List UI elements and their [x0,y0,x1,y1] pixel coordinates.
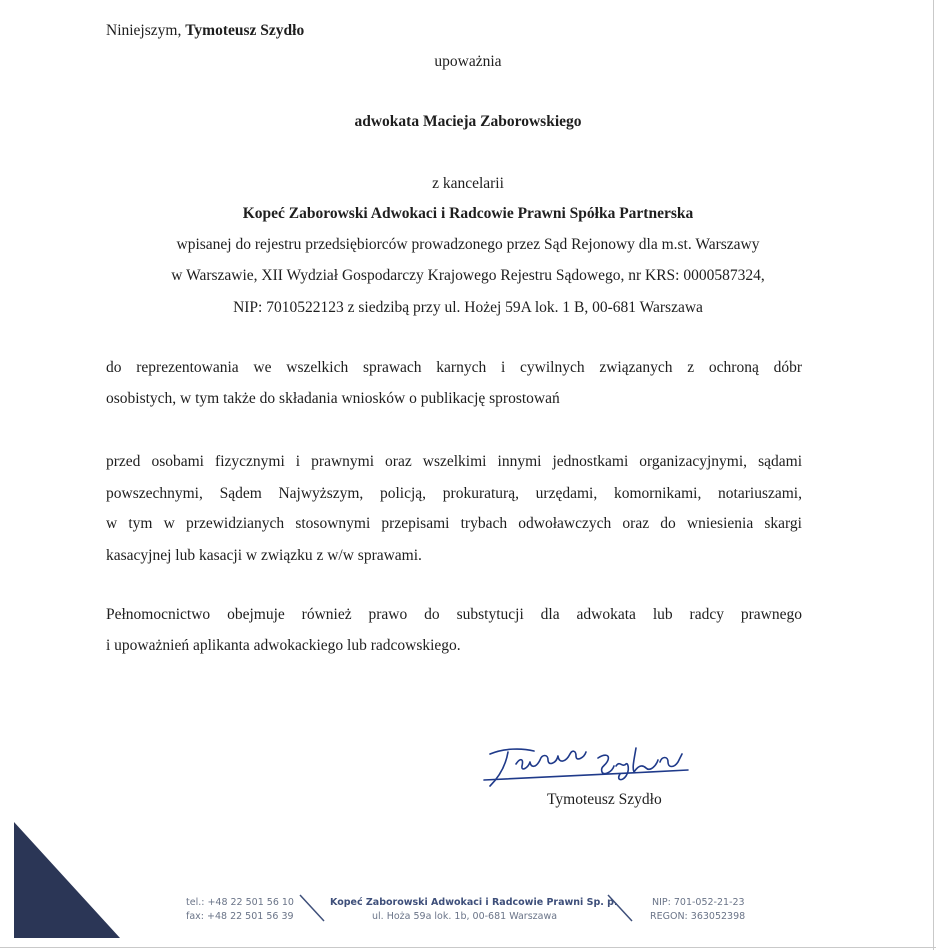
paragraph-line: powszechnymi, Sądem Najwyższym, policją, prokuraturą, urzędami, komornikami, notariuszami, [106,485,802,502]
paragraph-line: kasacyjnej lub kasacji w związku z w/w sprawami. [106,547,422,564]
attorney-name: adwokata Macieja Zaborowskiego [354,113,582,130]
paragraph-line: do reprezentowania we wszelkich sprawach karnych i cywilnych związanych z ochroną dóbr [106,359,802,376]
footer-regon: REGON: 363052398 [650,911,746,922]
page-border-right [933,0,934,950]
paragraph-line: osobistych, w tym także do składania wniosków o publikację sprostowań [106,390,560,407]
page-border-bottom [0,947,936,948]
signature-name: Tymoteusz Szydło [547,791,662,808]
intro-line [106,21,304,41]
intro-prefix: Niniejszym, [106,22,186,39]
footer-tel: tel.: +48 22 501 56 10 [186,897,294,908]
paragraph-line: i upoważnień aplikanta adwokackiego lub radcowskiego. [106,637,461,654]
firm-detail-line: w Warszawie, XII Wydział Gospodarczy Krajowego Rejestru Sądowego, nr KRS: 0000587324, [171,267,765,284]
footer-firm: Kopeć Zaborowski Adwokaci i Radcowie Prawni Sp. p. [330,897,618,908]
footer-divider-slash [298,893,326,923]
handwritten-signature [474,738,704,794]
footer-address: ul. Hoża 59a lok. 1b, 00-681 Warszawa [372,911,558,922]
firm-name: Kopeć Zaborowski Adwokaci i Radcowie Prawni Spółka Partnerska [242,205,694,222]
authorizes-word: upoważnia [434,53,502,70]
footer-fax: fax: +48 22 501 56 39 [186,911,294,922]
paragraph-line: w tym w przewidzianych stosownymi przepisami trybach odwoławczych oraz do wniesienia skargi [106,515,802,532]
from-firm-label: z kancelarii [432,175,504,192]
firm-detail-line: wpisanej do rejestru przedsiębiorców prowadzonego przez Sąd Rejonowy dla m.st. Warszawy [176,236,760,253]
paragraph-line: Pełnomocnictwo obejmuje również prawo do substytucji dla adwokata lub radcy prawnego [106,606,802,623]
firm-detail-line: NIP: 7010522123 z siedzibą przy ul. Hożej 59A lok. 1 B, 00-681 Warszawa [233,299,703,316]
footer-divider-slash [606,893,634,923]
paragraph-line: przed osobami fizycznymi i prawnymi oraz wszelkimi innymi jednostkami organizacyjnymi, sądami [106,453,802,470]
grantor-name: Tymoteusz Szydło [185,22,305,39]
footer-nip: NIP: 701-052-21-23 [652,897,745,908]
firm-logo-triangle [12,818,122,940]
